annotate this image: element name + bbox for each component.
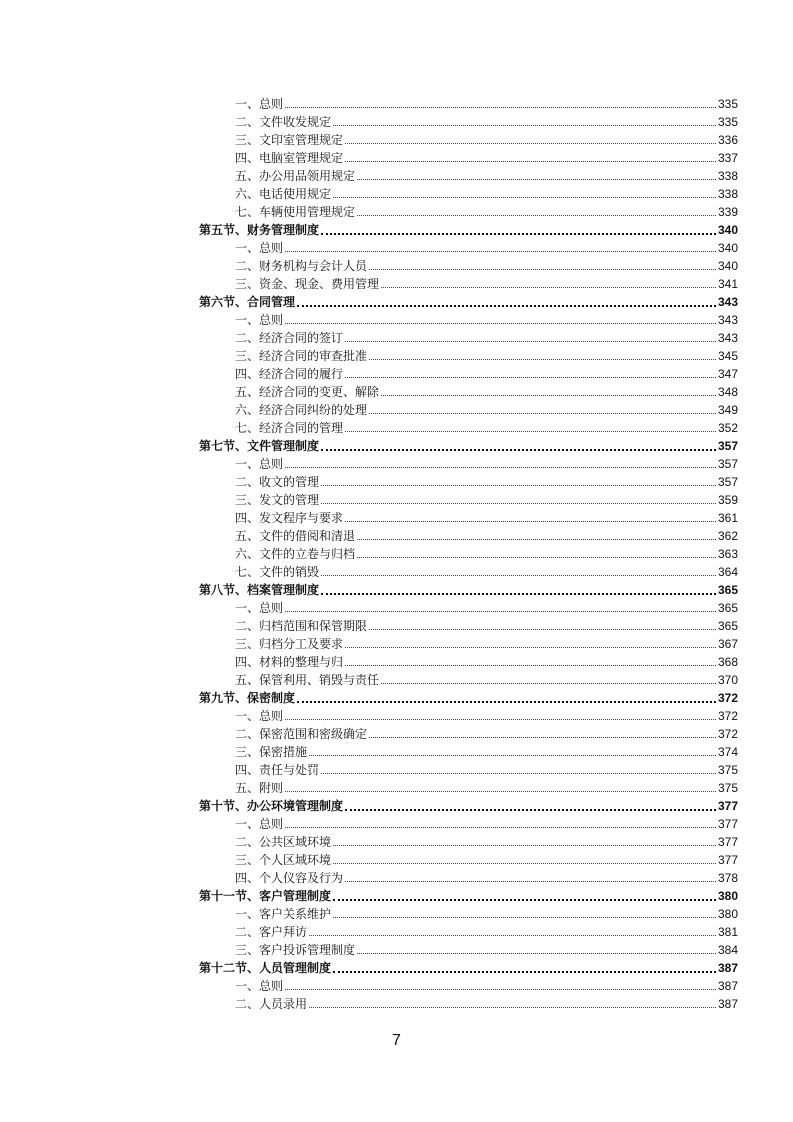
toc-dot-leader — [345, 376, 716, 378]
toc-entry-title: 五、保管利用、销毁与责任 — [235, 673, 380, 687]
toc-entry-page: 341 — [717, 277, 738, 291]
toc-dot-leader — [309, 934, 716, 936]
toc-section-entry[interactable] — [199, 689, 738, 707]
toc-entry-page: 377 — [717, 835, 738, 849]
toc-entry-page: 387 — [717, 997, 738, 1011]
toc-subsection-entry[interactable] — [199, 653, 738, 671]
toc-subsection-entry[interactable] — [199, 977, 738, 995]
toc-entry-title: 一、总则 — [235, 601, 284, 615]
toc-entry-page: 343 — [717, 313, 738, 327]
toc-entry-title: 六、电话使用规定 — [235, 187, 332, 201]
toc-subsection-entry[interactable] — [199, 365, 738, 383]
toc-dot-leader — [357, 952, 716, 954]
toc-entry-page: 365 — [717, 619, 738, 633]
toc-entry-page: 381 — [717, 925, 738, 939]
toc-dot-leader — [369, 628, 716, 630]
toc-section-entry[interactable] — [199, 581, 738, 599]
toc-entry-page: 367 — [717, 637, 738, 651]
toc-subsection-entry[interactable] — [199, 383, 738, 401]
toc-dot-leader — [333, 862, 716, 864]
toc-subsection-entry[interactable] — [199, 131, 738, 149]
toc-dot-leader — [345, 808, 716, 811]
toc-dot-leader — [357, 538, 716, 540]
toc-entry-page: 345 — [717, 349, 738, 363]
toc-entry-title: 二、归档范围和保管期限 — [235, 619, 368, 633]
toc-entry-page: 377 — [717, 853, 738, 867]
toc-dot-leader — [321, 484, 716, 486]
toc-subsection-entry[interactable] — [199, 527, 738, 545]
toc-entry-page: 338 — [717, 169, 738, 183]
toc-section-entry[interactable] — [199, 959, 738, 977]
toc-dot-leader — [381, 286, 716, 288]
toc-entry-page: 364 — [717, 565, 738, 579]
toc-entry-page: 357 — [717, 457, 738, 471]
toc-entry-title: 三、经济合同的审查批准 — [235, 349, 368, 363]
toc-subsection-entry[interactable] — [199, 203, 738, 221]
toc-subsection-entry[interactable] — [199, 743, 738, 761]
toc-dot-leader — [321, 448, 716, 451]
toc-subsection-entry[interactable] — [199, 761, 738, 779]
toc-subsection-entry[interactable] — [199, 149, 738, 167]
toc-dot-leader — [285, 610, 716, 612]
toc-entry-page: 343 — [717, 295, 738, 309]
toc-entry-page: 347 — [717, 367, 738, 381]
toc-entry-page: 343 — [717, 331, 738, 345]
toc-dot-leader — [369, 736, 716, 738]
toc-entry-title: 六、经济合同纠纷的处理 — [235, 403, 368, 417]
toc-dot-leader — [345, 430, 716, 432]
toc-entry-title: 三、归档分工及要求 — [235, 637, 344, 651]
toc-entry-page: 363 — [717, 547, 738, 561]
toc-entry-title: 二、保密范围和密级确定 — [235, 727, 368, 741]
toc-entry-title: 三、发文的管理 — [235, 493, 320, 507]
toc-dot-leader — [333, 898, 716, 901]
toc-subsection-entry[interactable] — [199, 869, 738, 887]
toc-entry-page: 372 — [717, 691, 738, 705]
toc-dot-leader — [321, 232, 716, 235]
toc-entry-page: 361 — [717, 511, 738, 525]
toc-entry-title: 第九节、保密制度 — [199, 691, 296, 705]
toc-entry-title: 六、文件的立卷与归档 — [235, 547, 356, 561]
toc-dot-leader — [285, 790, 716, 792]
toc-subsection-entry[interactable] — [199, 599, 738, 617]
toc-section-entry[interactable] — [199, 437, 738, 455]
toc-dot-leader — [333, 970, 716, 973]
toc-entry-title: 一、总则 — [235, 97, 284, 111]
toc-entry-title: 二、经济合同的签订 — [235, 331, 344, 345]
toc-entry-title: 七、车辆使用管理规定 — [235, 205, 356, 219]
toc-entry-page: 337 — [717, 151, 738, 165]
toc-subsection-entry[interactable] — [199, 95, 738, 113]
toc-dot-leader — [357, 214, 716, 216]
toc-entry-page: 336 — [717, 133, 738, 147]
toc-subsection-entry[interactable] — [199, 545, 738, 563]
toc-entry-page: 340 — [717, 241, 738, 255]
toc-dot-leader — [345, 520, 716, 522]
toc-entry-page: 375 — [717, 763, 738, 777]
toc-subsection-entry[interactable] — [199, 941, 738, 959]
toc-dot-leader — [321, 592, 716, 595]
toc-dot-leader — [321, 502, 716, 504]
toc-entry-title: 四、电脑室管理规定 — [235, 151, 344, 165]
toc-entry-title: 七、文件的销毁 — [235, 565, 320, 579]
toc-subsection-entry[interactable] — [199, 113, 738, 131]
toc-subsection-entry[interactable] — [199, 239, 738, 257]
toc-entry-page: 387 — [717, 979, 738, 993]
toc-entry-title: 五、办公用品领用规定 — [235, 169, 356, 183]
toc-dot-leader — [297, 700, 716, 703]
toc-dot-leader — [381, 682, 716, 684]
toc-entry-title: 第十二节、人员管理制度 — [199, 961, 332, 975]
toc-entry-title: 七、经济合同的管理 — [235, 421, 344, 435]
toc-subsection-entry[interactable] — [199, 779, 738, 797]
toc-entry-title: 三、客户投诉管理制度 — [235, 943, 356, 957]
toc-dot-leader — [321, 772, 716, 774]
toc-entry-page: 340 — [717, 259, 738, 273]
toc-dot-leader — [345, 142, 716, 144]
toc-dot-leader — [333, 124, 716, 126]
toc-subsection-entry[interactable] — [199, 923, 738, 941]
toc-subsection-entry[interactable] — [199, 725, 738, 743]
toc-subsection-entry[interactable] — [199, 671, 738, 689]
toc-dot-leader — [345, 880, 716, 882]
toc-entry-title: 四、材料的整理与归 — [235, 655, 344, 669]
toc-entry-title: 第七节、文件管理制度 — [199, 439, 320, 453]
toc-dot-leader — [369, 268, 716, 270]
toc-entry-title: 四、发文程序与要求 — [235, 511, 344, 525]
toc-section-entry[interactable] — [199, 797, 738, 815]
toc-entry-title: 第八节、档案管理制度 — [199, 583, 320, 597]
toc-entry-title: 一、总则 — [235, 709, 284, 723]
toc-entry-title: 二、财务机构与会计人员 — [235, 259, 368, 273]
toc-subsection-entry[interactable] — [199, 185, 738, 203]
toc-dot-leader — [333, 844, 716, 846]
toc-entry-title: 三、个人区域环境 — [235, 853, 332, 867]
toc-dot-leader — [297, 304, 716, 307]
toc-dot-leader — [345, 340, 716, 342]
toc-subsection-entry[interactable] — [199, 167, 738, 185]
toc-dot-leader — [357, 556, 716, 558]
toc-entry-title: 一、总则 — [235, 313, 284, 327]
toc-dot-leader — [285, 250, 716, 252]
toc-dot-leader — [333, 916, 716, 918]
toc-dot-leader — [285, 826, 716, 828]
toc-entry-title: 第六节、合同管理 — [199, 295, 296, 309]
toc-entry-title: 一、总则 — [235, 817, 284, 831]
toc-dot-leader — [321, 574, 716, 576]
toc-subsection-entry[interactable] — [199, 707, 738, 725]
toc-subsection-entry[interactable] — [199, 491, 738, 509]
toc-entry-page: 380 — [717, 889, 738, 903]
toc-subsection-entry[interactable] — [199, 473, 738, 491]
toc-dot-leader — [285, 466, 716, 468]
toc-entry-page: 387 — [717, 961, 738, 975]
toc-entry-title: 二、收文的管理 — [235, 475, 320, 489]
toc-subsection-entry[interactable] — [199, 851, 738, 869]
toc-dot-leader — [333, 196, 716, 198]
toc-subsection-entry[interactable] — [199, 833, 738, 851]
toc-dot-leader — [285, 718, 716, 720]
toc-entry-title: 二、文件收发规定 — [235, 115, 332, 129]
toc-dot-leader — [285, 106, 716, 108]
toc-entry-page: 377 — [717, 799, 738, 813]
toc-subsection-entry[interactable] — [199, 275, 738, 293]
toc-entry-page: 348 — [717, 385, 738, 399]
toc-subsection-entry[interactable] — [199, 347, 738, 365]
toc-section-entry[interactable] — [199, 887, 738, 905]
toc-entry-page: 357 — [717, 439, 738, 453]
toc-entry-page: 352 — [717, 421, 738, 435]
toc-subsection-entry[interactable] — [199, 617, 738, 635]
toc-entry-title: 一、总则 — [235, 241, 284, 255]
toc-entry-title: 五、经济合同的变更、解除 — [235, 385, 380, 399]
toc-entry-title: 一、客户关系维护 — [235, 907, 332, 921]
toc-entry-page: 349 — [717, 403, 738, 417]
toc-entry-title: 四、经济合同的履行 — [235, 367, 344, 381]
toc-entry-title: 第十一节、客户管理制度 — [199, 889, 332, 903]
toc-entry-page: 377 — [717, 817, 738, 831]
toc-entry-page: 365 — [717, 601, 738, 615]
toc-entry-page: 372 — [717, 709, 738, 723]
toc-entry-page: 335 — [717, 115, 738, 129]
toc-subsection-entry[interactable] — [199, 905, 738, 923]
toc-entry-title: 三、资金、现金、费用管理 — [235, 277, 380, 291]
toc-entry-page: 335 — [717, 97, 738, 111]
toc-dot-leader — [381, 394, 716, 396]
toc-entry-title: 第五节、财务管理制度 — [199, 223, 320, 237]
toc-entry-title: 五、文件的借阅和清退 — [235, 529, 356, 543]
toc-entry-page: 372 — [717, 727, 738, 741]
toc-dot-leader — [369, 412, 716, 414]
toc-dot-leader — [369, 358, 716, 360]
toc-subsection-entry[interactable] — [199, 455, 738, 473]
toc-entry-title: 四、责任与处罚 — [235, 763, 320, 777]
toc-entry-page: 340 — [717, 223, 738, 237]
toc-dot-leader — [345, 160, 716, 162]
table-of-contents — [199, 95, 738, 1013]
toc-entry-page: 374 — [717, 745, 738, 759]
page-number: 7 — [392, 1032, 401, 1049]
toc-entry-page: 368 — [717, 655, 738, 669]
toc-entry-page: 339 — [717, 205, 738, 219]
toc-subsection-entry[interactable] — [199, 329, 738, 347]
toc-subsection-entry[interactable] — [199, 635, 738, 653]
toc-entry-title: 二、公共区域环境 — [235, 835, 332, 849]
toc-dot-leader — [309, 1006, 716, 1008]
toc-subsection-entry[interactable] — [199, 815, 738, 833]
toc-entry-page: 375 — [717, 781, 738, 795]
toc-entry-page: 357 — [717, 475, 738, 489]
toc-entry-title: 四、个人仪容及行为 — [235, 871, 344, 885]
toc-entry-page: 378 — [717, 871, 738, 885]
toc-dot-leader — [345, 646, 716, 648]
toc-section-entry[interactable] — [199, 293, 738, 311]
toc-subsection-entry[interactable] — [199, 401, 738, 419]
toc-entry-page: 362 — [717, 529, 738, 543]
toc-entry-title: 三、保密措施 — [235, 745, 308, 759]
toc-entry-page: 338 — [717, 187, 738, 201]
toc-entry-page: 365 — [717, 583, 738, 597]
toc-subsection-entry[interactable] — [199, 563, 738, 581]
toc-subsection-entry[interactable] — [199, 311, 738, 329]
toc-subsection-entry[interactable] — [199, 995, 738, 1013]
toc-entry-title: 五、附则 — [235, 781, 284, 795]
toc-entry-page: 370 — [717, 673, 738, 687]
toc-subsection-entry[interactable] — [199, 257, 738, 275]
toc-dot-leader — [357, 178, 716, 180]
toc-entry-page: 359 — [717, 493, 738, 507]
toc-entry-title: 二、客户拜访 — [235, 925, 308, 939]
toc-section-entry[interactable] — [199, 221, 738, 239]
toc-dot-leader — [309, 754, 716, 756]
toc-dot-leader — [345, 664, 716, 666]
toc-subsection-entry[interactable] — [199, 419, 738, 437]
toc-entry-title: 一、总则 — [235, 457, 284, 471]
toc-entry-title: 三、文印室管理规定 — [235, 133, 344, 147]
toc-dot-leader — [285, 322, 716, 324]
toc-entry-title: 一、总则 — [235, 979, 284, 993]
toc-subsection-entry[interactable] — [199, 509, 738, 527]
toc-dot-leader — [285, 988, 716, 990]
toc-entry-title: 第十节、办公环境管理制度 — [199, 799, 344, 813]
toc-entry-page: 380 — [717, 907, 738, 921]
toc-entry-page: 384 — [717, 943, 738, 957]
toc-entry-title: 二、人员录用 — [235, 997, 308, 1011]
